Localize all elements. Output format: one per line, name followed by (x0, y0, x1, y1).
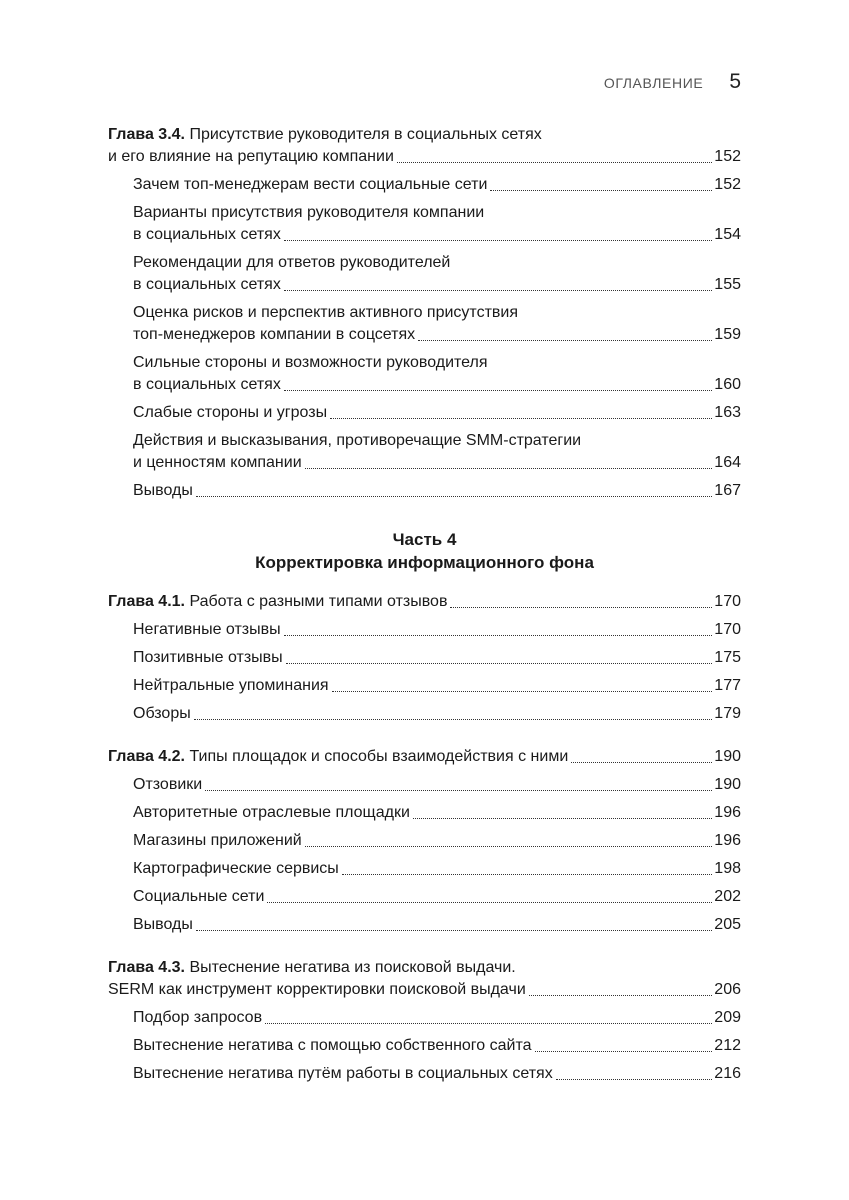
item-title: Нейтральные упоминания (133, 677, 329, 694)
page-ref: 206 (714, 981, 741, 998)
dot-leader (196, 495, 712, 497)
page-ref: 152 (714, 176, 741, 193)
dot-leader (284, 239, 712, 241)
dot-leader (529, 994, 713, 996)
toc-item[interactable] (108, 202, 741, 246)
page-ref: 198 (714, 860, 741, 877)
item-title: Оценка рисков и перспектив активного присутствия (133, 304, 518, 321)
toc-item[interactable] (108, 1063, 741, 1085)
dot-leader (284, 389, 712, 391)
item-title: Вытеснение негатива путём работы в социальных сетях (133, 1065, 553, 1082)
page-ref: 175 (714, 649, 741, 666)
running-head (604, 70, 741, 94)
toc-item[interactable] (108, 886, 741, 908)
item-title: Негативные отзывы (133, 621, 281, 638)
item-title: Действия и высказывания, противоречащие SMM-стратегии (133, 432, 582, 449)
item-title: Рекомендации для ответов руководителей (133, 254, 451, 271)
part-heading (108, 528, 741, 574)
item-title: Отзовики (133, 776, 203, 793)
item-title: Зачем топ-менеджерам вести социальные сети (133, 176, 488, 193)
dot-leader (284, 289, 712, 291)
table-of-contents (108, 124, 741, 1085)
chapter-label: Глава 4.3. (108, 959, 185, 976)
chapter-title: Присутствие руководителя в социальных сетях (185, 126, 542, 143)
chapter-title: Вытеснение негатива из поисковой выдачи. (185, 959, 516, 976)
toc-chapter-4-1[interactable] (108, 591, 741, 613)
item-title: Позитивные отзывы (133, 649, 283, 666)
page-ref: 202 (714, 888, 741, 905)
page-ref: 216 (714, 1065, 741, 1082)
toc-chapter-4-2[interactable] (108, 746, 741, 768)
toc-item[interactable] (108, 802, 741, 824)
part-title: Корректировка информационного фона (255, 553, 594, 572)
page-ref: 164 (714, 454, 741, 471)
page-ref: 196 (714, 832, 741, 849)
item-title: Магазины приложений (133, 832, 302, 849)
toc-item[interactable] (108, 647, 741, 669)
page-ref: 154 (714, 226, 741, 243)
toc-item[interactable] (108, 352, 741, 396)
page-ref: 160 (714, 376, 741, 393)
dot-leader (418, 339, 712, 341)
item-title-cont: в социальных сетях (133, 376, 281, 393)
toc-item[interactable] (108, 703, 741, 725)
page-ref: 205 (714, 916, 741, 933)
page-ref: 179 (714, 705, 741, 722)
dot-leader (267, 901, 712, 903)
page-ref: 212 (714, 1037, 741, 1054)
dot-leader (305, 467, 713, 469)
dot-leader (413, 817, 712, 819)
toc-item[interactable] (108, 1035, 741, 1057)
item-title: Социальные сети (133, 888, 265, 905)
toc-chapter-4-3[interactable] (108, 957, 741, 1001)
toc-item[interactable] (108, 858, 741, 880)
dot-leader (305, 845, 713, 847)
dot-leader (556, 1078, 713, 1080)
item-title: Авторитетные отраслевые площадки (133, 804, 410, 821)
item-title: Слабые стороны и угрозы (133, 404, 328, 421)
dot-leader (265, 1022, 712, 1024)
page-ref: 190 (714, 748, 741, 765)
toc-item[interactable] (108, 619, 741, 641)
dot-leader (332, 690, 713, 692)
toc-item[interactable] (108, 302, 741, 346)
toc-item[interactable] (108, 774, 741, 796)
dot-leader (397, 161, 712, 163)
chapter-title: Типы площадок и способы взаимодействия с ними (185, 748, 569, 765)
dot-leader (571, 761, 712, 763)
item-title: Выводы (133, 916, 193, 933)
item-title: Картографические сервисы (133, 860, 339, 877)
toc-item[interactable] (108, 430, 741, 474)
page-number: 5 (729, 70, 741, 93)
page-ref: 170 (714, 593, 741, 610)
item-title: Выводы (133, 482, 193, 499)
dot-leader (196, 929, 712, 931)
toc-item[interactable] (108, 402, 741, 424)
chapter-title-cont: SERM как инструмент корректировки поисковой выдачи (108, 981, 526, 998)
dot-leader (490, 189, 712, 191)
item-title-cont: и ценностям компании (133, 454, 302, 471)
toc-item[interactable] (108, 174, 741, 196)
chapter-title: Работа с разными типами отзывов (185, 593, 448, 610)
item-title-cont: топ-менеджеров компании в соцсетях (133, 326, 416, 343)
item-title: Обзоры (133, 705, 191, 722)
dot-leader (450, 606, 712, 608)
toc-item[interactable] (108, 830, 741, 852)
chapter-label: Глава 4.1. (108, 593, 185, 610)
chapter-label: Глава 4.2. (108, 748, 185, 765)
page-ref: 155 (714, 276, 741, 293)
dot-leader (330, 417, 712, 419)
page-ref: 167 (714, 482, 741, 499)
page-ref: 152 (714, 148, 741, 165)
item-title: Сильные стороны и возможности руководителя (133, 354, 488, 371)
dot-leader (205, 789, 712, 791)
dot-leader (535, 1050, 713, 1052)
page-ref: 177 (714, 677, 741, 694)
dot-leader (286, 662, 713, 664)
chapter-label: Глава 3.4. (108, 126, 185, 143)
page-ref: 209 (714, 1009, 741, 1026)
item-title: Вытеснение негатива с помощью собственного сайта (133, 1037, 532, 1054)
page-ref: 163 (714, 404, 741, 421)
item-title-cont: в социальных сетях (133, 226, 281, 243)
dot-leader (194, 718, 713, 720)
dot-leader (284, 634, 713, 636)
dot-leader (342, 873, 713, 875)
toc-chapter-3-4[interactable] (108, 124, 741, 168)
page-ref: 190 (714, 776, 741, 793)
item-title: Подбор запросов (133, 1009, 263, 1026)
item-title: Варианты присутствия руководителя компании (133, 204, 485, 221)
toc-item[interactable] (108, 675, 741, 697)
page-ref: 170 (714, 621, 741, 638)
chapter-title-cont: и его влияние на репутацию компании (108, 148, 394, 165)
toc-item[interactable] (108, 480, 741, 502)
part-number: Часть 4 (392, 530, 457, 549)
toc-item[interactable] (108, 252, 741, 296)
page-ref: 196 (714, 804, 741, 821)
item-title-cont: в социальных сетях (133, 276, 281, 293)
toc-item[interactable] (108, 914, 741, 936)
toc-item[interactable] (108, 1007, 741, 1029)
page-ref: 159 (714, 326, 741, 343)
running-title: ОГЛАВЛЕНИЕ (603, 75, 704, 91)
